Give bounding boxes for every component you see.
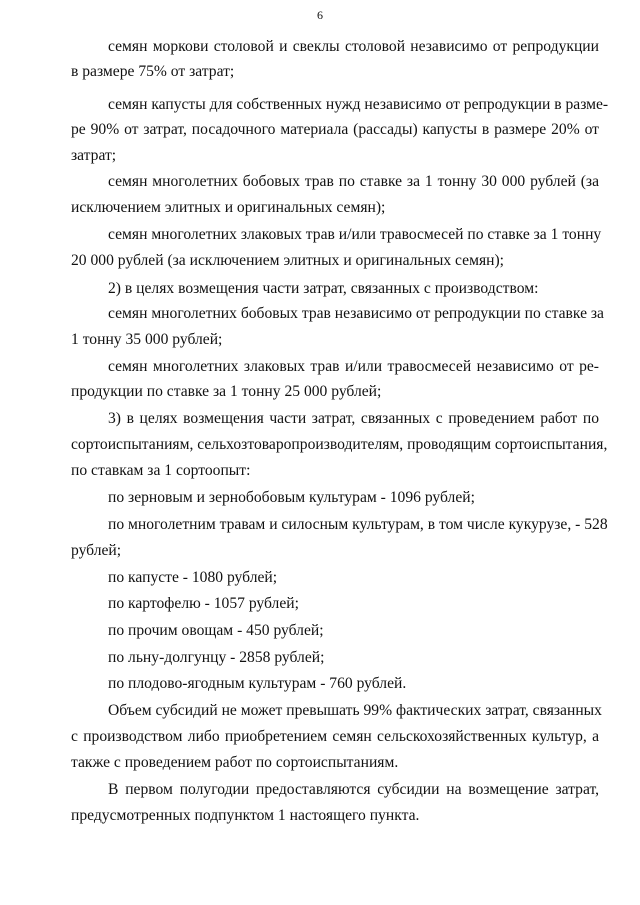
- page-number: 6: [317, 8, 323, 22]
- text-line: по льну-долгунцу - 2858 рублей;: [108, 649, 325, 666]
- text-line: в размере 75% от затрат;: [71, 63, 235, 80]
- text-line: ре 90% от затрат, посадочного материала (рассады) капусты в размере 20% от: [71, 121, 599, 138]
- text-line: 3) в целях возмещения части затрат, связанных с проведением работ по: [108, 410, 599, 427]
- text-line: семян капусты для собственных нужд независимо от репродукции в разме-: [108, 96, 609, 113]
- text-line: по ставкам за 1 сортоопыт:: [71, 462, 251, 479]
- text-line: по многолетним травам и силосным культурам, в том числе кукурузе, - 528: [108, 516, 608, 533]
- text-line: по прочим овощам - 450 рублей;: [108, 622, 324, 639]
- text-line: продукции по ставке за 1 тонну 25 000 рублей;: [71, 383, 382, 400]
- text-line: исключением элитных и оригинальных семян);: [71, 199, 386, 216]
- text-line: затрат;: [71, 147, 117, 164]
- text-line: В первом полугодии предоставляются субсидии на возмещение затрат,: [108, 781, 599, 798]
- text-line: семян многолетних бобовых трав по ставке за 1 тонну 30 000 рублей (за: [108, 173, 599, 190]
- text-line: по капусте - 1080 рублей;: [108, 569, 278, 586]
- text-line: семян многолетних злаковых трав и/или травосмесей независимо от ре-: [108, 358, 599, 375]
- text-line: семян моркови столовой и свеклы столовой независимо от репродукции: [108, 38, 599, 55]
- text-line: по зерновым и зернобобовым культурам - 1096 рублей;: [108, 489, 475, 506]
- text-line: по картофелю - 1057 рублей;: [108, 595, 299, 612]
- text-line: также с проведением работ по сортоиспытаниям.: [71, 754, 399, 771]
- text-line: сортоиспытаниям, сельхозтоваропроизводителям, проводящим сортоиспытания,: [71, 436, 608, 453]
- text-line: 2) в целях возмещения части затрат, связанных с производством:: [108, 280, 539, 297]
- text-line: 20 000 рублей (за исключением элитных и оригинальных семян);: [71, 252, 505, 269]
- text-line: с производством либо приобретением семян сельскохозяйственных культур, а: [71, 728, 599, 745]
- text-line: 1 тонну 35 000 рублей;: [71, 331, 223, 348]
- text-line: семян многолетних бобовых трав независимо от репродукции по ставке за: [108, 305, 604, 322]
- text-line: по плодово-ягодным культурам - 760 рублей.: [108, 675, 407, 692]
- text-line: Объем субсидий не может превышать 99% фактических затрат, связанных: [108, 702, 602, 719]
- text-line: предусмотренных подпунктом 1 настоящего пункта.: [71, 807, 420, 824]
- text-line: семян многолетних злаковых трав и/или травосмесей по ставке за 1 тонну: [108, 226, 602, 243]
- text-line: рублей;: [71, 542, 122, 559]
